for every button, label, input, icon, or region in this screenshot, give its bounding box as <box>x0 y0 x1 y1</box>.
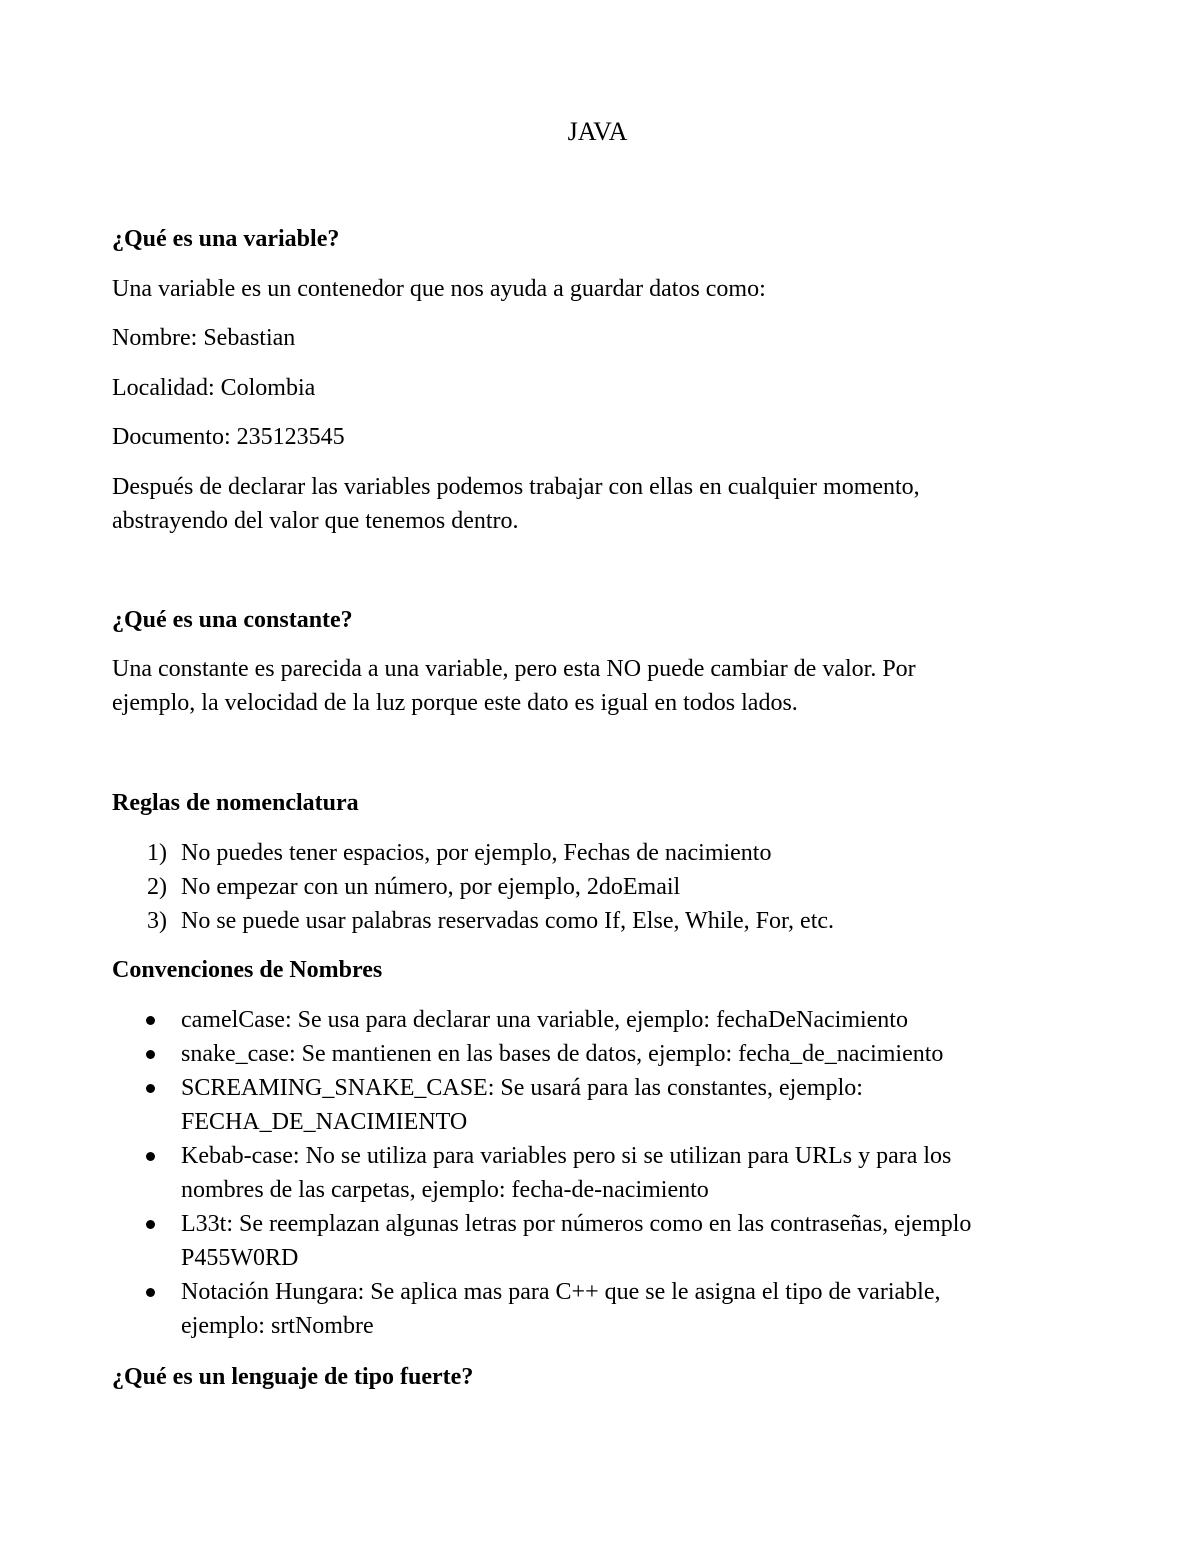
variable-example-nombre: Nombre: Sebastian <box>112 325 296 351</box>
convenciones-item-line: FECHA_DE_NACIMIENTO <box>181 1109 468 1135</box>
document-title: JAVA <box>567 117 628 146</box>
bullet-icon <box>146 1084 155 1093</box>
heading-constante: ¿Qué es una constante? <box>112 607 353 633</box>
bullet-icon <box>146 1220 155 1229</box>
variable-paragraph-line-1: Después de declarar las variables podemos trabajar con ellas en cualquier momento, <box>112 474 920 500</box>
heading-tipo-fuerte: ¿Qué es un lenguaje de tipo fuerte? <box>112 1364 474 1390</box>
convenciones-item-line: Notación Hungara: Se aplica mas para C++ que se le asigna el tipo de variable, <box>181 1279 941 1305</box>
convenciones-item-line: L33t: Se reemplazan algunas letras por números como en las contraseñas, ejemplo <box>181 1211 972 1237</box>
reglas-item-number: 2) <box>147 874 167 900</box>
variable-intro: Una variable es un contenedor que nos ayuda a guardar datos como: <box>112 276 766 302</box>
convenciones-item-line: ejemplo: srtNombre <box>181 1313 374 1339</box>
heading-variable: ¿Qué es una variable? <box>112 226 340 252</box>
convenciones-item-line: snake_case: Se mantienen en las bases de datos, ejemplo: fecha_de_nacimiento <box>181 1041 944 1067</box>
convenciones-item-line: SCREAMING_SNAKE_CASE: Se usará para las constantes, ejemplo: <box>181 1075 863 1101</box>
variable-paragraph-line-2: abstrayendo del valor que tenemos dentro. <box>112 508 519 534</box>
bullet-icon <box>146 1152 155 1161</box>
constante-paragraph-line-2: ejemplo, la velocidad de la luz porque este dato es igual en todos lados. <box>112 690 798 716</box>
reglas-item-text: No se puede usar palabras reservadas como If, Else, While, For, etc. <box>181 908 835 934</box>
reglas-item-number: 3) <box>147 908 167 934</box>
reglas-item-number: 1) <box>147 840 167 866</box>
heading-reglas: Reglas de nomenclatura <box>112 790 359 816</box>
convenciones-item-line: P455W0RD <box>181 1245 299 1271</box>
convenciones-item-line: camelCase: Se usa para declarar una variable, ejemplo: fechaDeNacimiento <box>181 1007 908 1033</box>
variable-example-localidad: Localidad: Colombia <box>112 375 316 401</box>
reglas-item-text: No puedes tener espacios, por ejemplo, Fechas de nacimiento <box>181 840 772 866</box>
reglas-item-text: No empezar con un número, por ejemplo, 2doEmail <box>181 874 681 900</box>
convenciones-item-line: Kebab-case: No se utiliza para variables pero si se utilizan para URLs y para los <box>181 1143 952 1169</box>
heading-convenciones: Convenciones de Nombres <box>112 957 383 983</box>
bullet-icon <box>146 1288 155 1297</box>
variable-example-documento: Documento: 235123545 <box>112 424 345 450</box>
bullet-icon <box>146 1050 155 1059</box>
convenciones-item-line: nombres de las carpetas, ejemplo: fecha-de-nacimiento <box>181 1177 709 1203</box>
constante-paragraph-line-1: Una constante es parecida a una variable, pero esta NO puede cambiar de valor. Por <box>112 656 916 682</box>
bullet-icon <box>146 1016 155 1025</box>
